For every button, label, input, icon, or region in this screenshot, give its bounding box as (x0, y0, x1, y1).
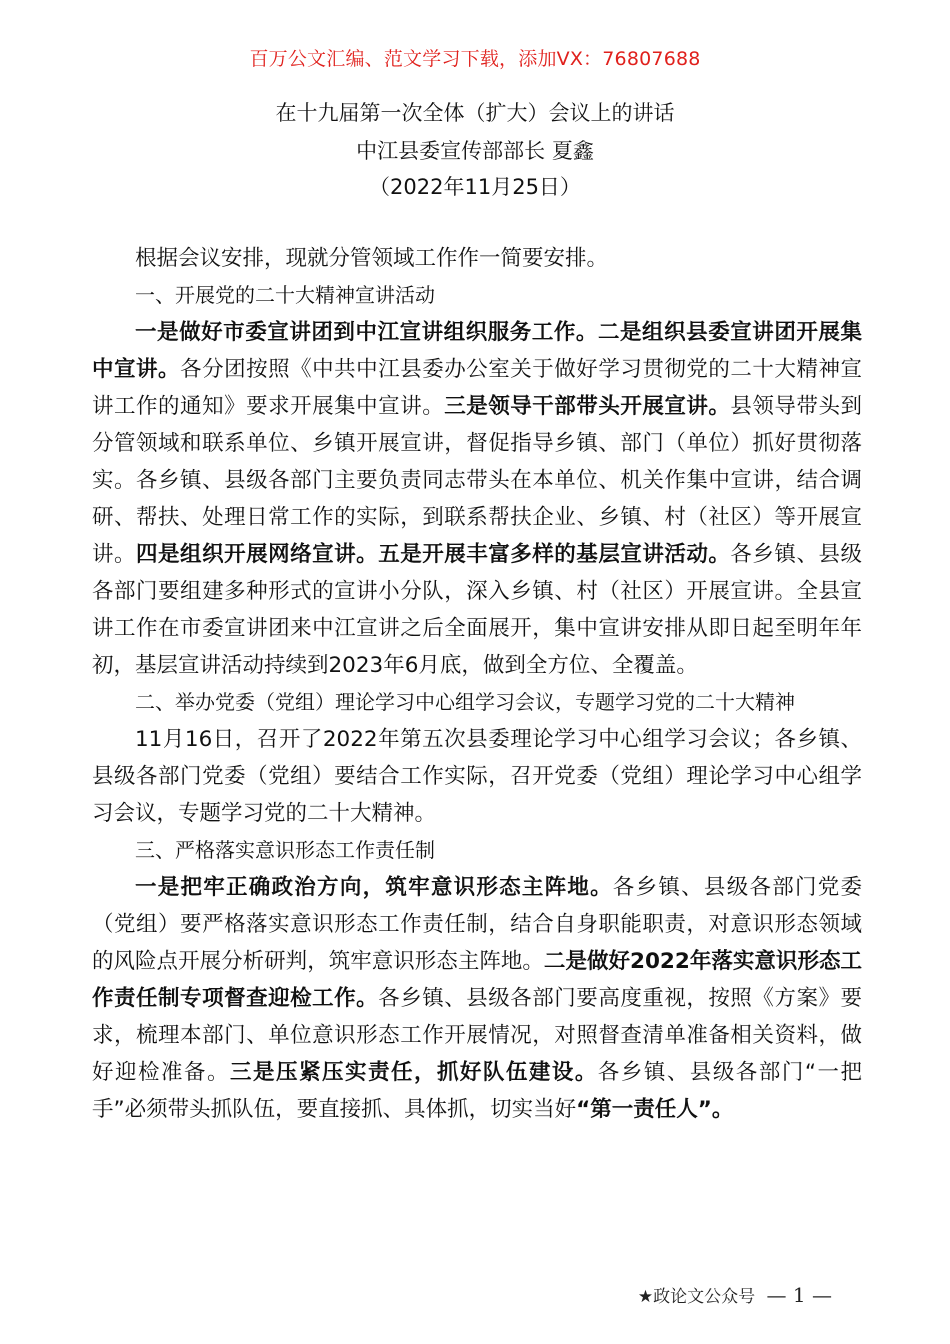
key-point: 一是做好市委宣讲团到中江宣讲组织服务工作。 (135, 320, 598, 345)
key-point: 三是压紧压实责任，抓好队伍建设。 (229, 1060, 598, 1085)
key-point: “第一责任人”。 (576, 1097, 734, 1122)
key-point: 二是组织县委宣讲团开展集中宣讲。 (92, 320, 862, 382)
key-point: 三是领导干部带头开展宣讲。 (444, 394, 731, 419)
page-number: — 1 — (766, 1283, 832, 1307)
body-text: 各乡镇、县级各部门党委（党组）要严格落实意识形态工作责任制，结合自身职能职责，对意识形态领域的风险点开展分析研判，筑牢意识形态主阵地。 (92, 875, 862, 974)
body-text: 各分团按照《中共中江县委办公室关于做好学习贯彻党的二十大精神宣讲工作的通知》要求开展集中宣讲。 (92, 357, 862, 419)
document-body (92, 240, 862, 1128)
key-point: 一是把牢正确政治方向，筑牢意识形态主阵地。 (135, 875, 613, 900)
section-heading-2: 二、举办党委（党组）理论学习中心组学习会议，专题学习党的二十大精神 (135, 690, 795, 714)
intro-paragraph: 根据会议安排，现就分管领域工作作一简要安排。 (135, 246, 609, 271)
page-footer (638, 1282, 832, 1307)
section-heading-1: 一、开展党的二十大精神宣讲活动 (135, 283, 435, 307)
body-text: 县领导带头到分管领域和联系单位、乡镇开展宣讲，督促指导乡镇、部门（单位）抓好贯彻落实。各乡镇、县级各部门主要负责同志带头在本单位、机关作集中宣讲，结合调研、帮扶、处理日常工作的实际，到联系帮扶企业、乡镇、村（社区）等开展宣讲。 (92, 394, 862, 567)
body-text: 各乡镇、县级各部门“一把手”必须带头抓队伍，要直接抓、具体抓，切实当好 (92, 1060, 862, 1122)
footer-source: ★政论文公众号 (637, 1287, 756, 1307)
section-heading-3: 三、严格落实意识形态工作责任制 (135, 838, 435, 862)
section-1-paragraph (92, 314, 862, 684)
speaker-line: 中江县委宣传部部长 夏鑫 (356, 139, 594, 163)
section-2-paragraph: 11月16日，召开了2022年第五次县委理论学习中心组学习会议；各乡镇、县级各部门党委（党组）要结合工作实际，召开党委（党组）理论学习中心组学习会议，专题学习党的二十大精神。 (92, 727, 862, 826)
speech-title: 在十九届第一次全体（扩大）会议上的讲话 (275, 101, 675, 125)
promo-banner: 百万公文汇编、范文学习下载，添加VX：76807688 (249, 48, 701, 70)
body-text: 各乡镇、县级各部门要组建多种形式的宣讲小分队，深入乡镇、村（社区）开展宣讲。全县宣讲工作在市委宣讲团来中江宣讲之后全面展开，集中宣讲安排从即日起至明年年初，基层宣讲活动持续到2023年6月底，做到全方位、全覆盖。 (92, 542, 862, 678)
speech-date: （2022年11月25日） (369, 175, 581, 199)
body-text: 各乡镇、县级各部门要高度重视，按照《方案》要求，梳理本部门、单位意识形态工作开展情况，对照督查清单准备相关资料，做好迎检准备。 (92, 986, 862, 1085)
key-point: 五是开展丰富多样的基层宣讲活动。 (378, 542, 731, 567)
section-3-paragraph (92, 869, 862, 1128)
key-point: 四是组织开展网络宣讲。 (136, 542, 379, 567)
key-point: 二是做好2022年落实意识形态工作责任制专项督查迎检工作。 (92, 949, 862, 1011)
